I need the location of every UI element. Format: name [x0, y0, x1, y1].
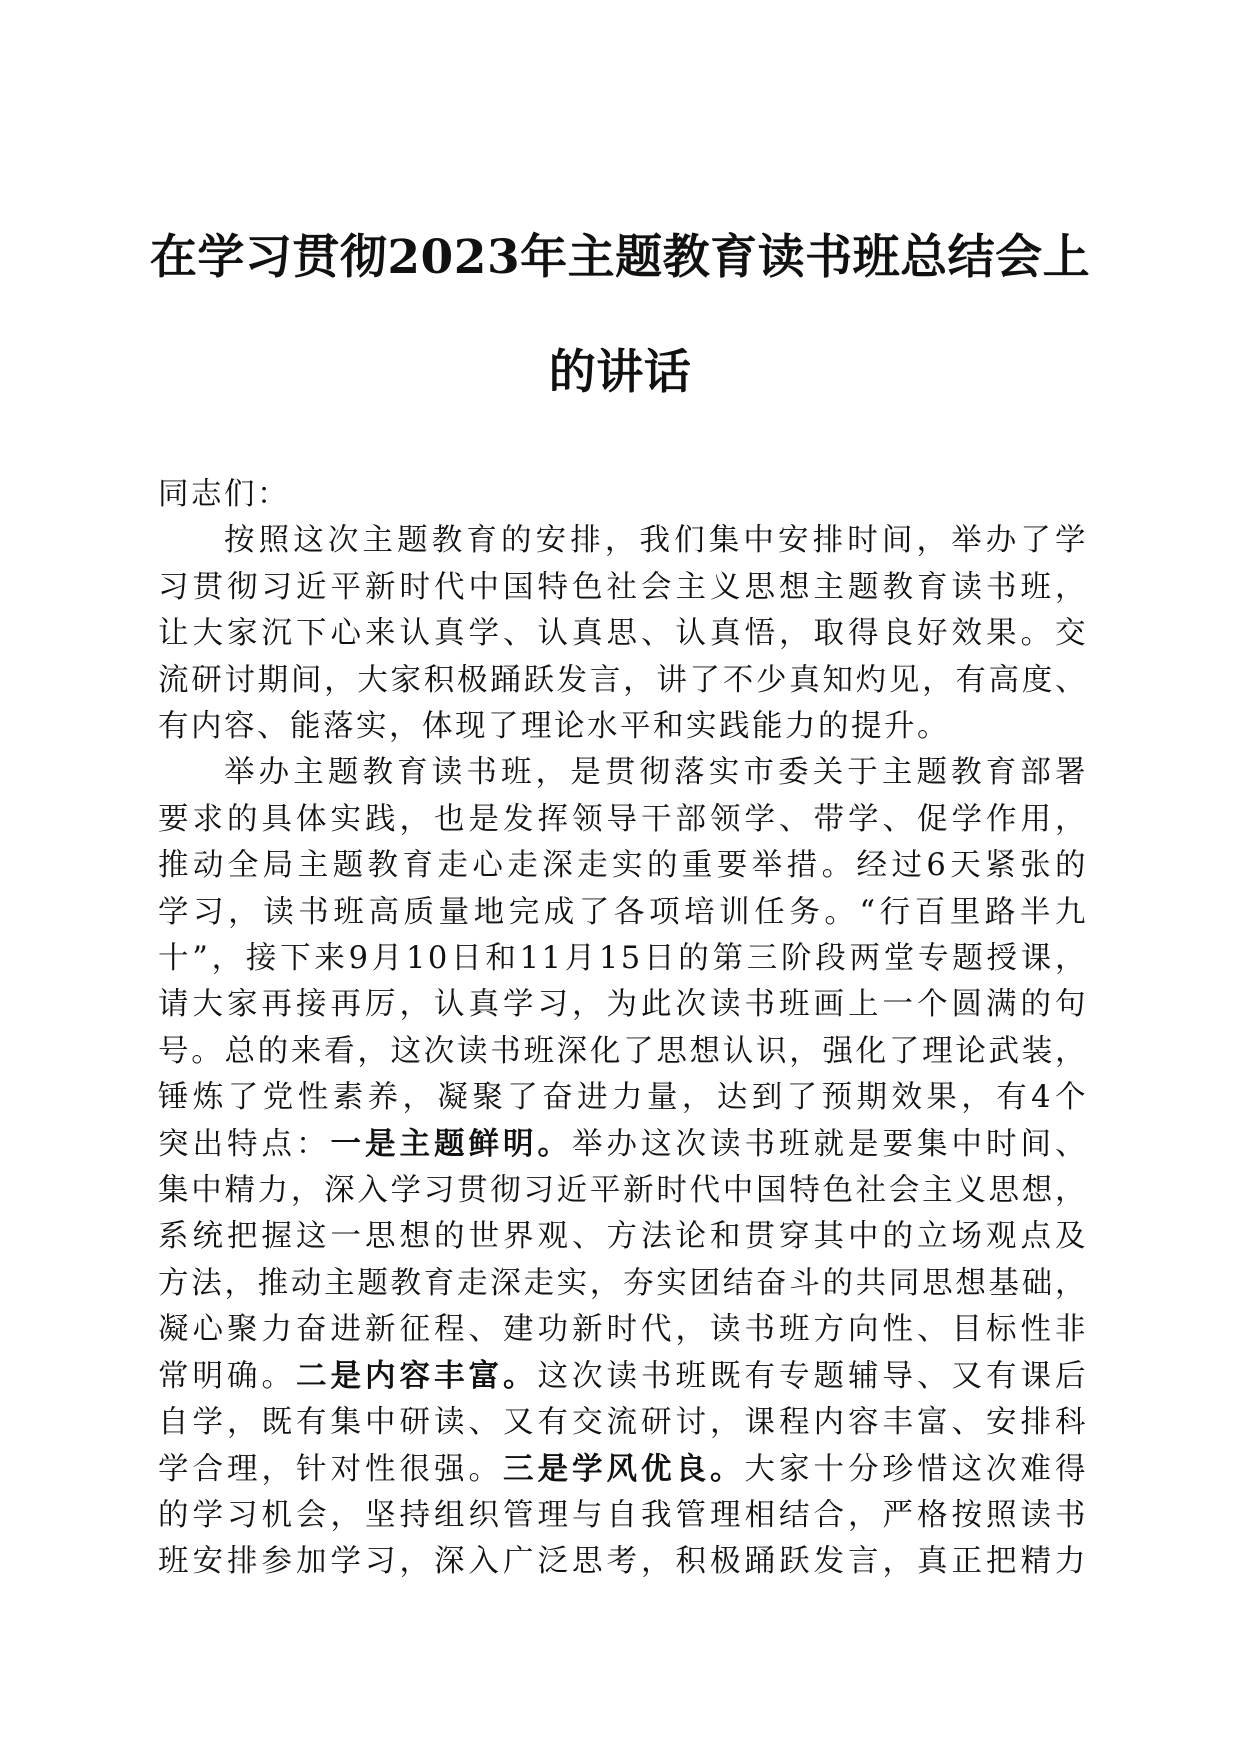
text-run: 常明确。 [158, 1359, 296, 1395]
paragraph-1-line: 按照这次主题教育的安排，我们集中安排时间，举办了学 [224, 523, 1088, 559]
text-run: 举办这次读书班就是要集中时间、 [572, 1127, 1088, 1163]
paragraph-2-line: 的学习机会，坚持组织管理与自我管理相结合，严格按照读书 [158, 1497, 1088, 1533]
text-run: 这次读书班既有专题辅导、又有课后 [537, 1359, 1088, 1395]
point-two-heading: 二是内容丰富。 [296, 1358, 538, 1395]
point-one-heading: 一是主题鲜明。 [330, 1126, 572, 1163]
paragraph-2-line: 要求的具体实践，也是发挥领导干部领学、带学、促学作用， [158, 801, 1088, 837]
paragraph-2-line: 系统把握这一思想的世界观、方法论和贯穿其中的立场观点及 [158, 1219, 1088, 1255]
paragraph-2-line [158, 1121, 1088, 1167]
point-three-heading: 三是学风优良。 [503, 1451, 745, 1488]
paragraph-2-line: 集中精力，深入学习贯彻习近平新时代中国特色社会主义思想， [158, 1172, 1088, 1208]
paragraph-2-line: 自学，既有集中研读、又有交流研讨，课程内容丰富、安排科 [158, 1404, 1088, 1440]
paragraph-2-line: 十”，接下来9月10日和11月15日的第三阶段两堂专题授课， [158, 940, 1088, 976]
paragraph-2-line [158, 1353, 1088, 1399]
paragraph-2-line: 凝心聚力奋进新征程、建功新时代，读书班方向性、目标性非 [158, 1312, 1088, 1348]
paragraph-2-line: 推动全局主题教育走心走深走实的重要举措。经过6天紧张的 [158, 848, 1088, 884]
paragraph-2-line: 班安排参加学习，深入广泛思考，积极踊跃发言，真正把精力 [158, 1543, 1088, 1579]
paragraph-1-line: 习贯彻习近平新时代中国特色社会主义思想主题教育读书班， [158, 569, 1088, 605]
paragraph-2-line: 锤炼了党性素养，凝聚了奋进力量，达到了预期效果，有4个 [158, 1080, 1088, 1116]
text-run: 突出特点： [158, 1127, 331, 1163]
paragraph-2-line: 学习，读书班高质量地完成了各项培训任务。“行百里路半九 [158, 894, 1088, 930]
paragraph-2-line [158, 1446, 1088, 1492]
paragraph-1-line: 让大家沉下心来认真学、认真思、认真悟，取得良好效果。交 [158, 616, 1088, 652]
paragraph-1-line: 流研讨期间，大家积极踊跃发言，讲了不少真知灼见，有高度、 [158, 662, 1088, 698]
document-body [158, 472, 1088, 1585]
document-title-line-1: 在学习贯彻2023年主题教育读书班总结会上 [149, 230, 1091, 285]
paragraph-2-line: 请大家再接再厉，认真学习，为此次读书班画上一个圆满的句 [158, 987, 1088, 1023]
paragraph-2-line: 举办主题教育读书班，是贯彻落实市委关于主题教育部署 [224, 755, 1088, 791]
paragraph-1-line: 有内容、能落实，体现了理论水平和实践能力的提升。 [158, 708, 950, 744]
salutation: 同志们： [158, 477, 290, 512]
paragraph-2-line: 方法，推动主题教育走深走实，夯实团结奋斗的共同思想基础， [158, 1265, 1088, 1301]
document-title-line-2: 的讲话 [548, 345, 692, 400]
text-run: 大家十分珍惜这次难得 [744, 1452, 1088, 1488]
text-run: 学合理，针对性很强。 [158, 1452, 503, 1488]
paragraph-2-line: 号。总的来看，这次读书班深化了思想认识，强化了理论武装， [158, 1033, 1088, 1069]
